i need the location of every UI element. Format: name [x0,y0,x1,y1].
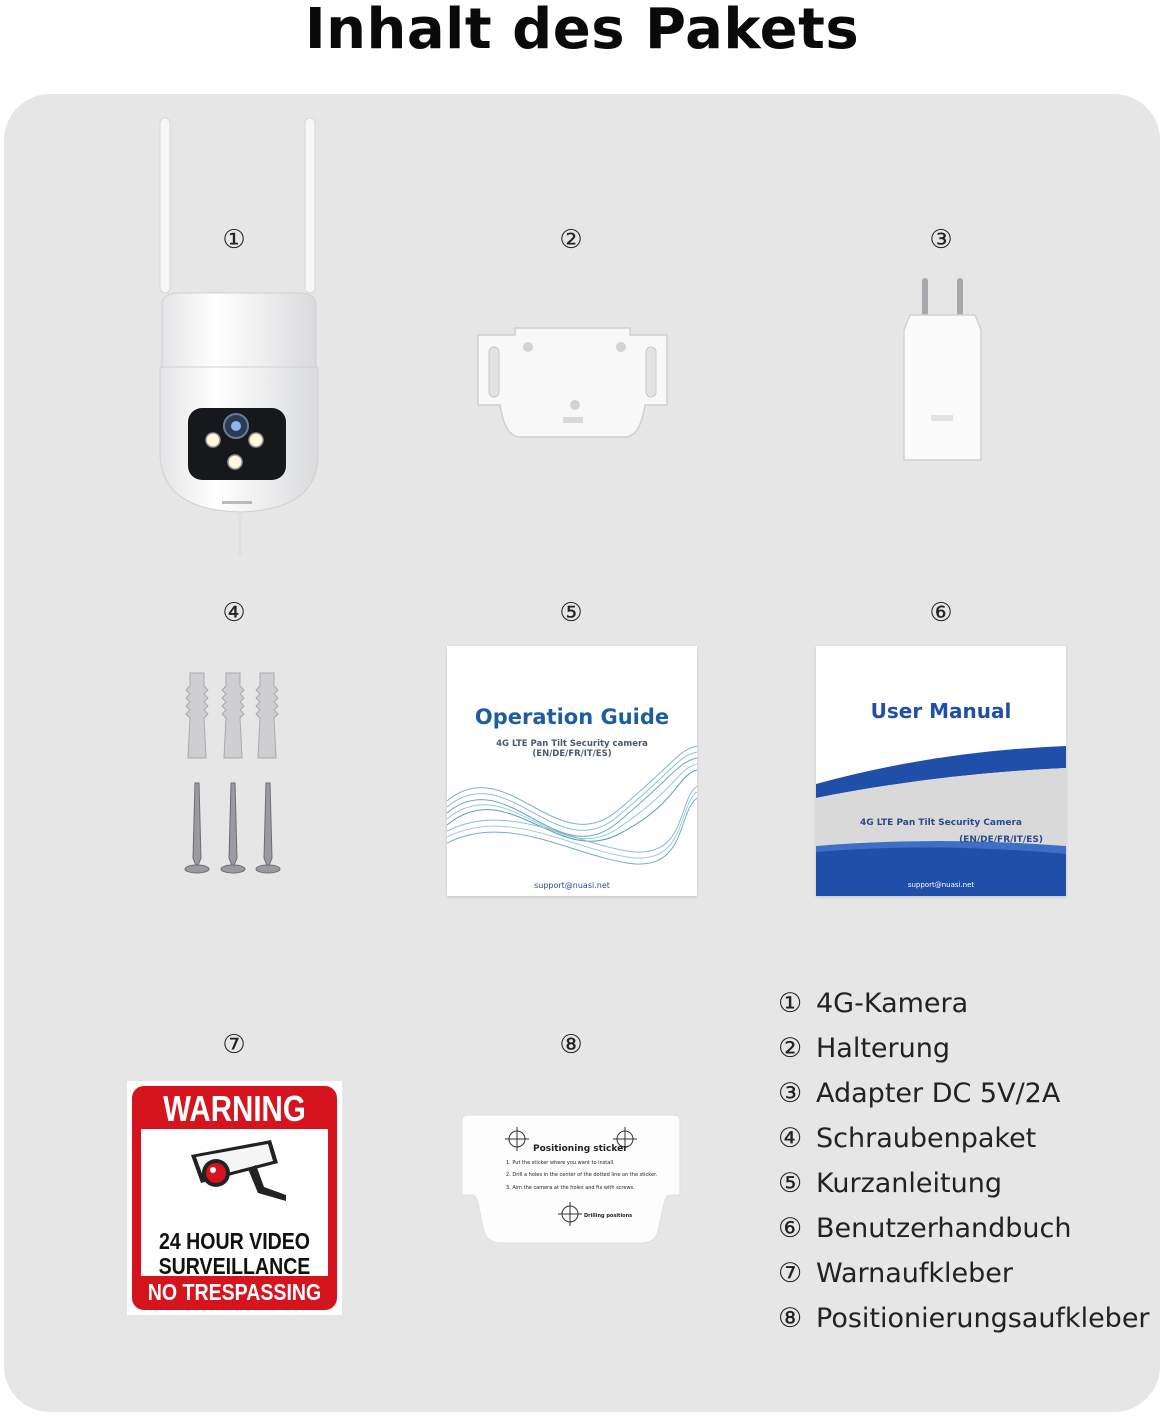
item-number-4: ④ [222,598,246,628]
legend-label: Kurzanleitung [816,1168,1002,1199]
legend-number: ⑧ [778,1303,803,1334]
positioning-sticker-title: Positioning sticker [533,1144,628,1154]
positioning-step-2: 2. Drill a holes in the center of the dotted line on the sticker. [506,1172,658,1178]
legend-label: Schraubenpaket [816,1123,1037,1154]
bracket-image [475,325,670,440]
user-manual-booklet [816,646,1066,896]
power-adapter-image [895,275,990,465]
item-number-3: ③ [929,225,953,255]
screw-pack-image [178,668,293,878]
warning-sticker-body [141,1129,328,1279]
user-manual-support: support@nuasi.net [907,881,975,889]
legend-number: ⑦ [778,1258,803,1289]
security-camera-icon [186,1135,296,1205]
page-title: Inhalt des Pakets [304,0,860,62]
drilling-positions-label: Drilling positions [584,1213,633,1219]
camera-image [150,115,330,555]
legend-number: ④ [778,1123,803,1154]
item-number-5: ⑤ [559,598,583,628]
user-manual-subtitle-2: (EN/DE/FR/IT/ES) [959,835,1043,845]
legend-number: ② [778,1033,803,1064]
operation-guide-title: Operation Guide [474,705,670,729]
item-number-6: ⑥ [929,598,953,628]
warning-sticker [127,1081,342,1315]
item-number-7: ⑦ [222,1030,246,1060]
legend-item [778,986,1158,1031]
warning-line-1: 24 HOUR VIDEO [158,1228,311,1254]
legend-label: Benutzerhandbuch [816,1213,1072,1244]
legend-label: Halterung [816,1033,951,1064]
legend-number: ⑥ [778,1213,803,1244]
positioning-step-3: 3. Aim the camera at the holes and fix with screws. [506,1185,635,1191]
warning-header: WARNING [163,1088,306,1129]
legend-item [778,1256,1158,1301]
legend-label: Adapter DC 5V/2A [816,1078,1061,1109]
operation-guide-booklet [447,646,697,896]
warning-footer: NO TRESPASSING [147,1279,322,1305]
wave-graphic [447,741,697,881]
item-number-1: ① [222,225,246,255]
user-manual-subtitle-1: 4G LTE Pan Tilt Security Camera [860,818,1022,828]
legend-item [778,1121,1158,1166]
legend-label: Warnaufkleber [816,1258,1014,1289]
item-number-8: ⑧ [559,1030,583,1060]
warning-line-2: SURVEILLANCE [158,1253,311,1279]
positioning-sticker-image [460,1113,682,1245]
legend-item [778,1076,1158,1121]
user-manual-title: User Manual [870,699,1012,723]
legend-item [778,1301,1158,1346]
operation-guide-subtitle-1: 4G LTE Pan Tilt Security camera [496,739,648,749]
legend-label: Positionierungsaufkleber [816,1303,1150,1334]
warning-sticker-border [132,1086,337,1310]
legend-label: 4G-Kamera [816,988,969,1019]
legend-item [778,1211,1158,1256]
legend-number: ① [778,988,803,1019]
legend-number: ③ [778,1078,803,1109]
legend-item [778,1031,1158,1076]
operation-guide-support: support@nuasi.net [534,881,610,890]
contents-legend [778,986,1158,1346]
operation-guide-subtitle-2: (EN/DE/FR/IT/ES) [532,749,612,759]
legend-number: ⑤ [778,1168,803,1199]
item-number-2: ② [559,225,583,255]
legend-item [778,1166,1158,1211]
positioning-step-1: 1. Put the sticker where you want to install. [506,1160,615,1166]
